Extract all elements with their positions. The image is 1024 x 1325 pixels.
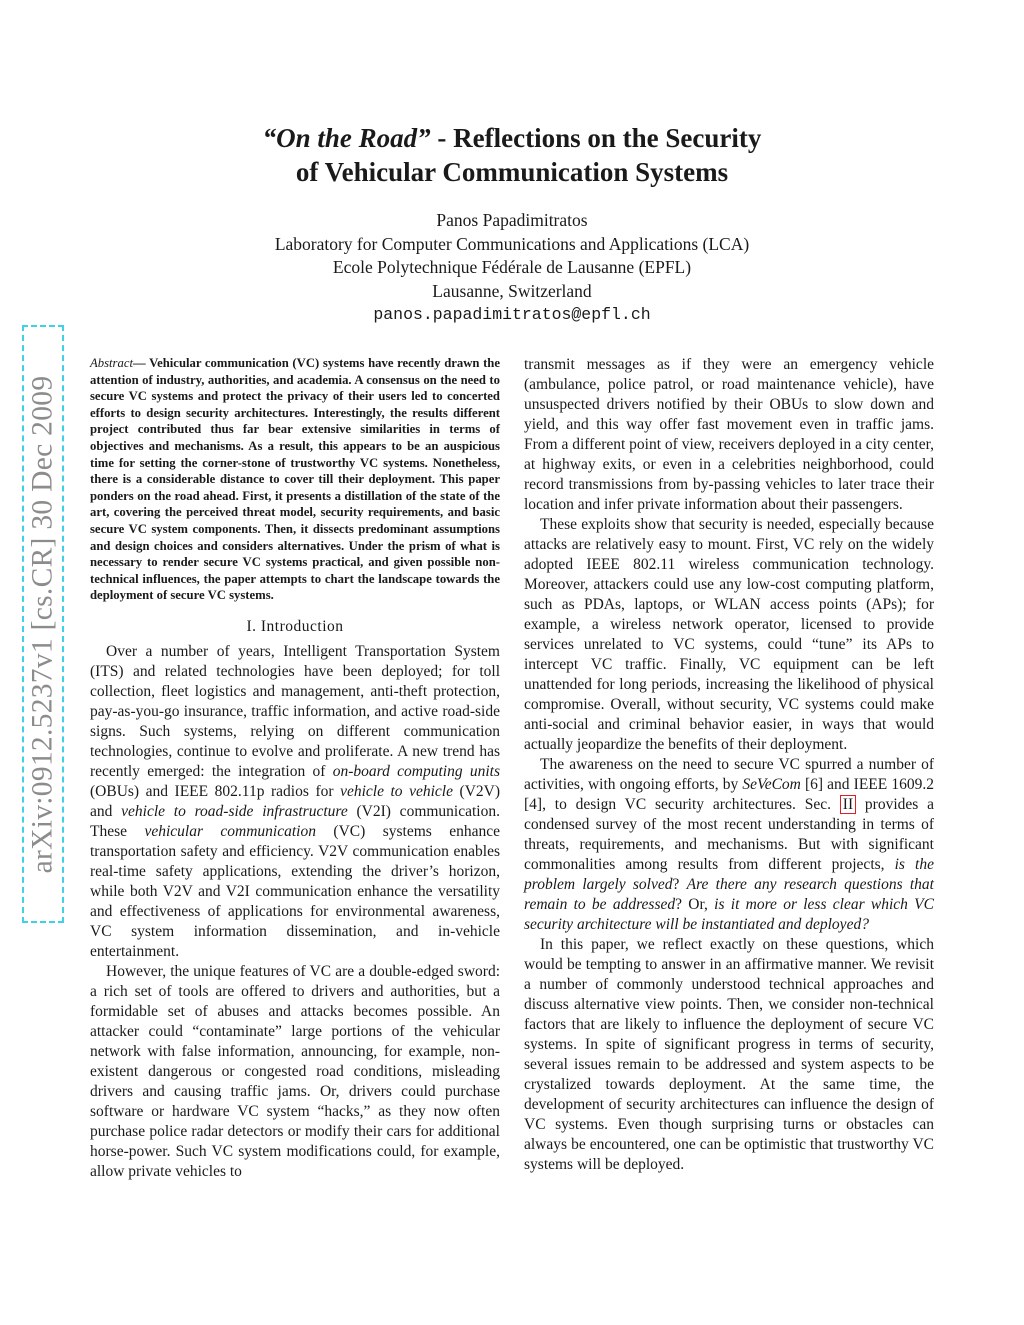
- arxiv-id-text: arXiv:0912.5237v1 [cs.CR] 30 Dec 2009: [26, 375, 59, 873]
- abstract-label: Abstract: [90, 356, 133, 370]
- text-span: [6] and IEEE 1609.2 [4], to design VC security architectures. Sec.: [524, 776, 934, 813]
- emphasis-span: on-board computing units: [332, 762, 501, 780]
- right-paragraph-4: In this paper, we reflect exactly on these questions, which would be tempting to answer in an affirmative manner. We revisit a number of commonly understood technical approaches and discuss alternative view points. Then, we consider non-technical factors that are likely to influence the deployment of secure VC systems. In spite of significant progress in terms of security, several issues remain to be addressed and system aspects to be crystalized towards deployment. At the same time, the development of security architectures can influence the design of VC systems. Even though surprising turns or obstacles can always be encountered, one can be optimistic that trustworthy VC systems will be deployed.: [524, 936, 934, 1173]
- emphasis-span: SeVeCom: [742, 776, 801, 793]
- text-span: ? Or,: [675, 896, 715, 913]
- author-location: Lausanne, Switzerland: [432, 280, 592, 301]
- author-block: [200, 209, 824, 327]
- paper-title: [150, 121, 874, 189]
- intro-paragraph-1: [90, 642, 500, 962]
- emphasis-span: Are there any research questions that remain to be addressed: [524, 876, 934, 913]
- emphasis-span: is it more or less clear which VC security architecture will be instantiated and deployed?: [524, 896, 934, 933]
- left-column: [90, 355, 500, 1182]
- author-email: panos.papadimitratos@epfl.ch: [373, 305, 651, 324]
- title-line2: of Vehicular Communication Systems: [295, 157, 729, 187]
- abstract-text: — Vehicular communication (VC) systems have recently drawn the attention of industry, authorities, and academia. A consensus on the need to secure VC systems and protect the privacy of their users led to concerted efforts to design security architectures. Interestingly, the results different project contributed thus far bear extensive similarities in terms of objectives and mechanisms. As a result, this appears to be an auspicious time for setting the corner-stone of trustworthy VC systems. Nonetheless, there is a considerable distance to cover till their deployment. This paper ponders on the road ahead. First, it presents a distillation of the state of the art, covering the perceived threat model, security requirements, and basic secure VC system components. Then, it dissects predominant assumptions and design choices and considers alternatives. Under the prism of what is necessary to render secure VC systems practical, and given possible non-technical influences, the paper attempts to chart the landscape towards the deployment of secure VC systems.: [90, 356, 500, 603]
- text-span: provides a condensed survey of the most recent understanding in terms of threats, requirements, and mechanisms. But with significant commonalities among results from different projects,: [524, 796, 934, 873]
- text-span: (V2I) communication. These: [90, 802, 500, 840]
- author-affiliation-lab: Laboratory for Computer Communications and Applications (LCA): [274, 233, 750, 254]
- emphasis-span: vehicular communication: [144, 822, 316, 840]
- text-span: (V2V) and: [90, 782, 500, 820]
- right-paragraph-1: transmit messages as if they were an emergency vehicle (ambulance, police patrol, or road maintenance vehicle), have unsuspected drivers notified by their OBUs to slow down and yield, and this way offer fast movement even in traffic jams. From a different point of view, receivers deployed in a city center, at highway exits, or even in a celebrities neighborhood, could record transmissions from by-passing vehicles to later trace their location and infer private information about their passengers.: [524, 356, 934, 513]
- emphasis-span: vehicle to road-side infrastructure: [121, 802, 348, 820]
- text-span: (VC) systems enhance transportation safety and efficiency. V2V communication enables real-time safety applications, extending the driver’s horizon, while both V2V and V2I communication enhance the versatility and effectiveness of applications for environmental awareness, VC system information dissemination, and in-vehicle entertainment.: [90, 822, 500, 960]
- text-span: The awareness on the need to secure VC spurred a number of activities, with ongoing efforts, by: [524, 756, 934, 793]
- title-quoted-part: “On the Road”: [262, 123, 431, 153]
- author-name: Panos Papadimitratos: [436, 210, 588, 230]
- text-span: ?: [672, 876, 687, 893]
- author-affiliation-school: Ecole Polytechnique Fédérale de Lausanne (EPFL): [332, 257, 692, 277]
- emphasis-span: vehicle to vehicle: [340, 782, 453, 800]
- section-heading-introduction: I. Introduction: [246, 617, 344, 635]
- right-paragraph-3: [524, 755, 934, 935]
- text-span: (OBUs) and IEEE 802.11p radios for: [90, 782, 341, 800]
- section-reference-link[interactable]: II: [840, 795, 856, 814]
- emphasis-span: is the problem largely solved: [524, 856, 934, 893]
- title-line1-rest: - Reflections on the Security: [430, 123, 762, 153]
- right-column: [524, 355, 934, 1175]
- intro-paragraph-2: However, the unique features of VC are a double-edged sword: a rich set of tools are offered to drivers and authorities, but a formidable set of abuses and attacks becomes possible. An attacker could “contaminate” large portions of the vehicular network with false information, announcing, for example, non-existent dangerous or congested road conditions, misleading drivers and causing traffic jams. Or, drivers could purchase software or hardware VC system “hacks,” as they now often purchase police radar detectors or modify their cars for additional horse-power. Such VC system modifications could, for example, allow private vehicles to: [90, 962, 500, 1180]
- right-paragraph-2: These exploits show that security is needed, especially because attacks are relatively easy to mount. First, VC rely on the widely adopted IEEE 802.11 wireless communication technology. Moreover, attackers could use any low-cost computing platform, such as PDAs, laptops, or WLAN access points (APs); for example, a wireless network operator, licensed to provide services unrelated to VC systems, could “tune” its APs to intercept VC traffic. Finally, VC equipment can be left unattended for long periods, increasing the likelihood of physical compromise. Overall, without security, VC systems could make anti-social and criminal behavior easier, in ways that would actually jeopardize the benefits of their deployment.: [524, 516, 934, 753]
- arxiv-identifier-stamp: [22, 325, 64, 923]
- abstract: [90, 355, 500, 604]
- text-span: Over a number of years, Intelligent Transportation System (ITS) and related technologies have been deployed; for toll collection, fleet logistics and management, anti-theft protection, pay-as-you-go insurance, traffic information, and active road-side signs. Such systems, relying on different communication technologies, continue to evolve and proliferate. A new trend has recently emerged: the integration of: [90, 642, 500, 780]
